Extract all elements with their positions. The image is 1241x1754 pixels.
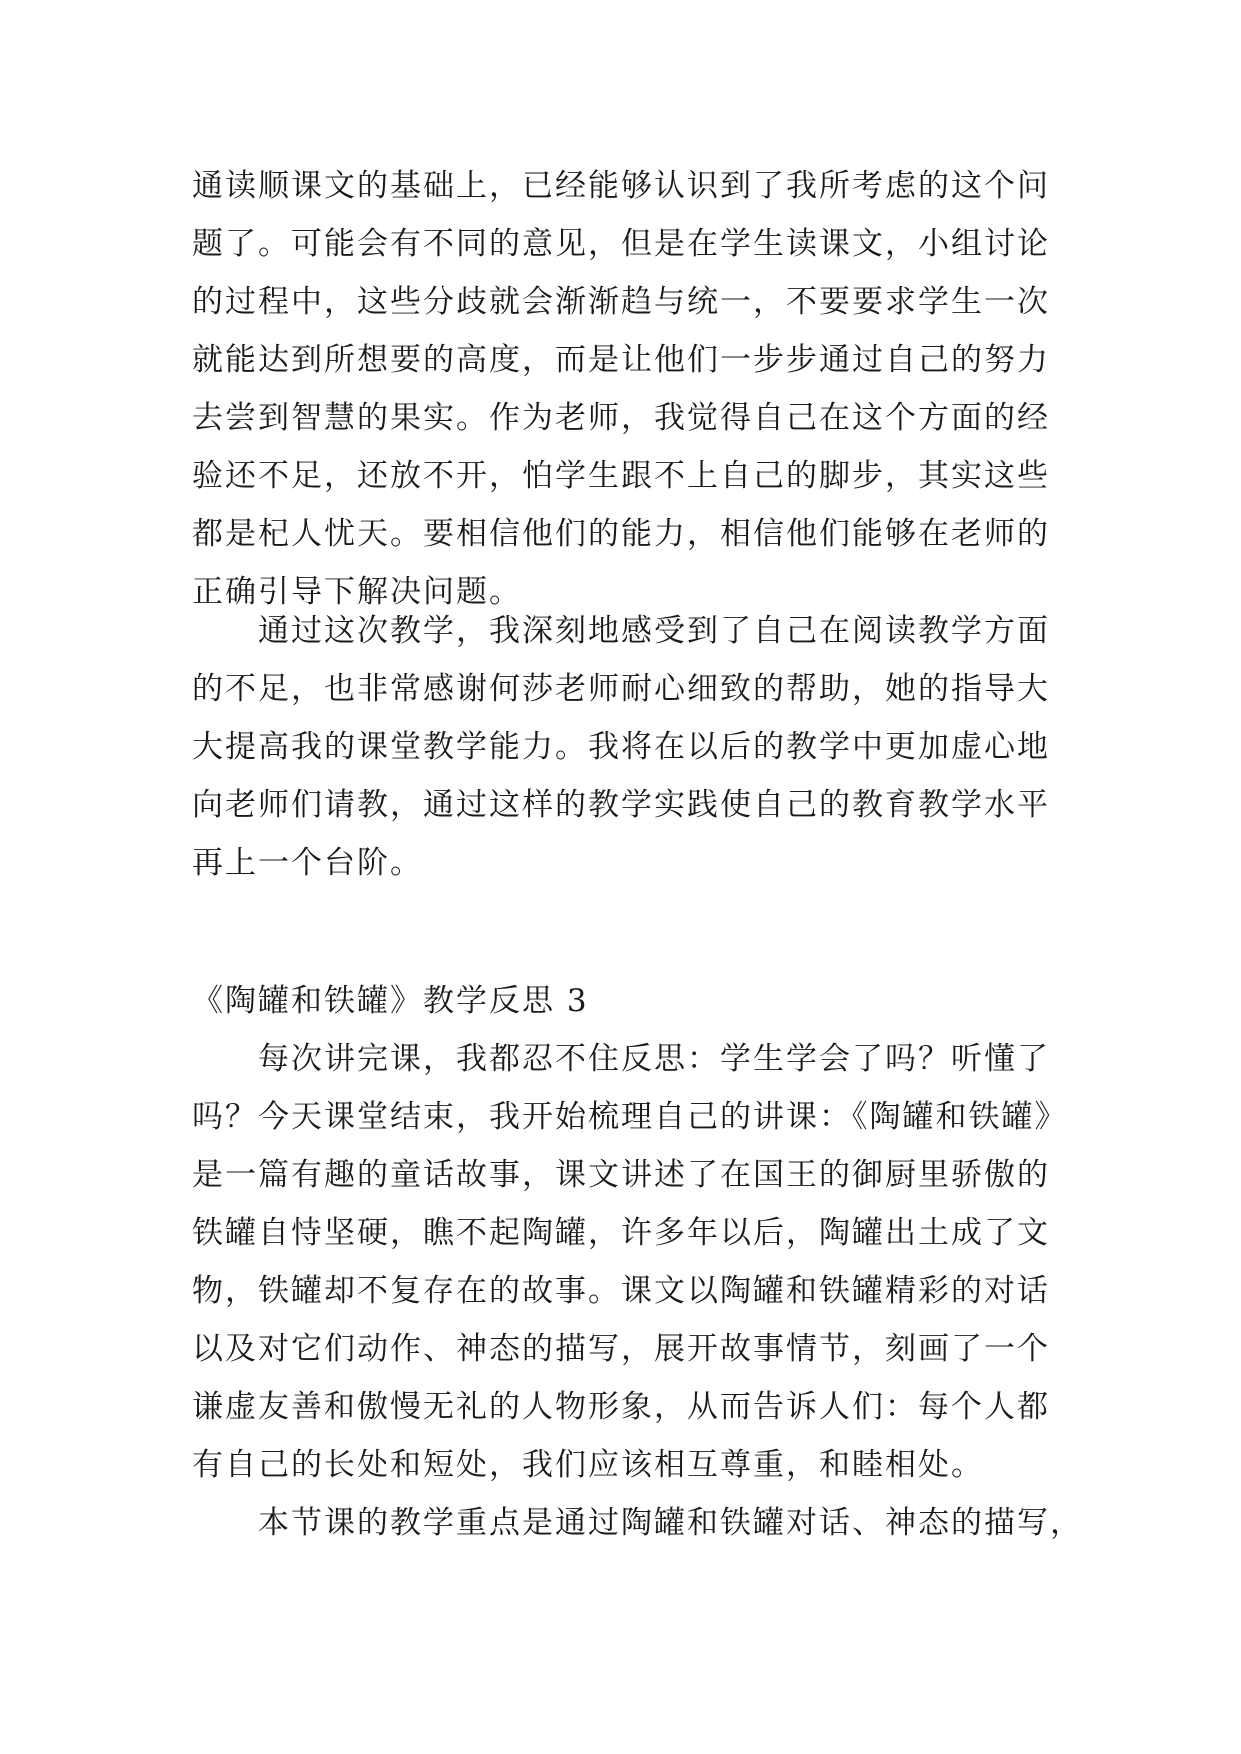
text-line: 是一篇有趣的童话故事，课文讲述了在国王的御厨里骄傲的	[192, 1157, 1050, 1193]
text-line: 谦虚友善和傲慢无礼的人物形象，从而告诉人们：每个人都	[192, 1389, 1050, 1425]
text-line: 铁罐自恃坚硬，瞧不起陶罐，许多年以后，陶罐出土成了文	[192, 1215, 1050, 1251]
text-line: 的过程中，这些分歧就会渐渐趋与统一，不要要求学生一次	[192, 284, 1050, 320]
text-line: 通过这次教学，我深刻地感受到了自己在阅读教学方面	[258, 613, 1050, 649]
paragraph-3	[192, 1030, 1083, 1552]
text-line: 每次讲完课，我都忍不住反思：学生学会了吗？听懂了	[258, 1041, 1050, 1077]
text-line: 以及对它们动作、神态的描写，展开故事情节，刻画了一个	[192, 1331, 1050, 1367]
text-line: 正确引导下解决问题。	[192, 574, 522, 610]
text-line: 物，铁罐却不复存在的故事。课文以陶罐和铁罐精彩的对话	[192, 1273, 1050, 1309]
text-line: 大提高我的课堂教学能力。我将在以后的教学中更加虚心地	[192, 729, 1050, 765]
text-line: 通读顺课文的基础上，已经能够认识到了我所考虑的这个问	[192, 168, 1050, 204]
text-line: 的不足，也非常感谢何莎老师耐心细致的帮助，她的指导大	[192, 671, 1050, 707]
text-line: 向老师们请教，通过这样的教学实践使自己的教育教学水平	[192, 787, 1050, 823]
text-line: 有自己的长处和短处，我们应该相互尊重，和睦相处。	[192, 1447, 984, 1483]
text-line: 验还不足，还放不开，怕学生跟不上自己的脚步，其实这些	[192, 458, 1050, 494]
text-line: 都是杞人忧天。要相信他们的能力，相信他们能够在老师的	[192, 516, 1050, 552]
text-line: 去尝到智慧的果实。作为老师，我觉得自己在这个方面的经	[192, 400, 1050, 436]
text-line: 本节课的教学重点是通过陶罐和铁罐对话、神态的描写，	[258, 1505, 1083, 1541]
text-line: 吗？今天课堂结束，我开始梳理自己的讲课：《陶罐和铁罐》	[192, 1099, 1068, 1135]
text-line: 再上一个台阶。	[192, 845, 423, 881]
section-heading: 《陶罐和铁罐》教学反思 3	[192, 983, 589, 1019]
text-line: 题了。可能会有不同的意见，但是在学生读课文，小组讨论	[192, 226, 1050, 262]
paragraph-1	[192, 157, 1072, 621]
text-line: 就能达到所想要的高度，而是让他们一步步通过自己的努力	[192, 342, 1050, 378]
paragraph-2	[192, 602, 1072, 892]
